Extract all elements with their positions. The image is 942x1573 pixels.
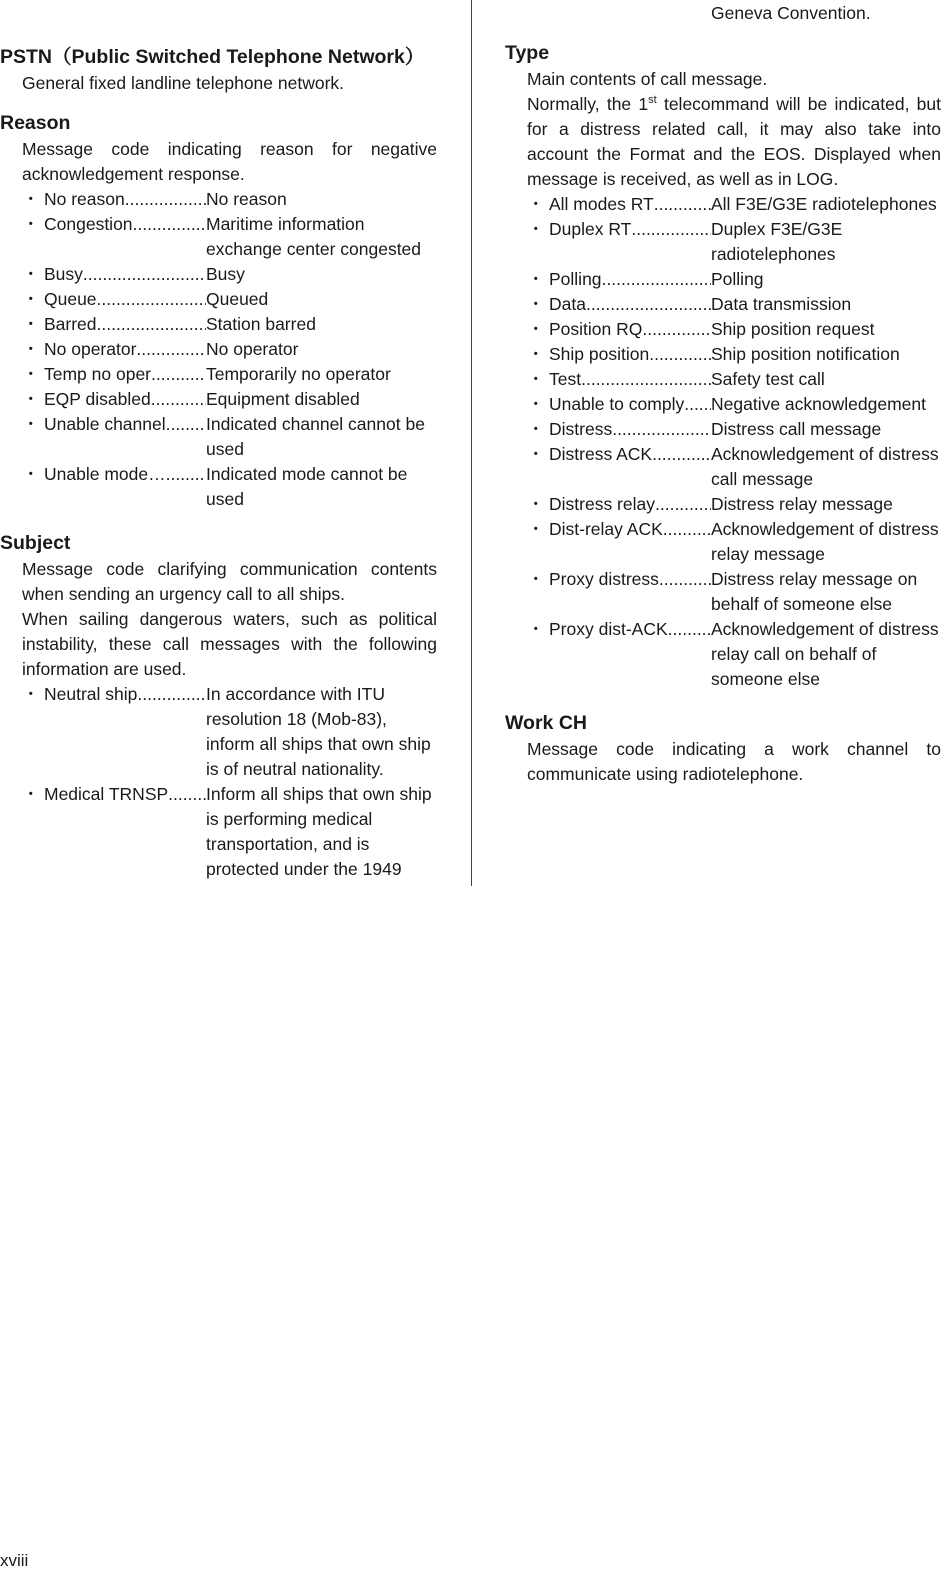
item-desc: In accordance with ITU resolution 18 (Mob-83), inform all ships that own ship is of neutral nationality. — [206, 684, 431, 779]
bullet-icon: ・ — [22, 314, 40, 334]
item-term: Unable to comply — [549, 394, 685, 414]
list-item — [22, 412, 437, 462]
list-item — [527, 217, 941, 267]
list-item — [22, 362, 437, 387]
item-desc: Acknowledgement of distress relay message — [711, 519, 939, 564]
list-item — [527, 342, 941, 367]
bullet-icon: ・ — [22, 464, 40, 484]
list-item — [22, 337, 437, 362]
item-term: All modes RT — [549, 194, 654, 214]
reason-heading: Reason — [0, 112, 71, 134]
item-term: Proxy distress — [549, 569, 659, 589]
list-item — [527, 292, 941, 317]
bullet-icon: ・ — [527, 444, 545, 464]
subject-heading: Subject — [0, 532, 71, 554]
item-desc: Acknowledgement of distress call message — [711, 444, 939, 489]
bullet-icon: ・ — [527, 369, 545, 389]
work-ch-heading: Work CH — [505, 712, 587, 734]
list-item — [527, 367, 941, 392]
item-desc: Safety test call — [711, 369, 825, 389]
work-ch-text: Message code indicating a work channel to communicate using radiotelephone. — [527, 739, 941, 784]
reason-section — [0, 109, 437, 512]
work-ch-section — [505, 709, 941, 787]
list-item — [22, 682, 437, 782]
item-desc: All F3E/G3E radiotelephones — [711, 194, 937, 214]
bullet-icon: ・ — [22, 214, 40, 234]
bullet-icon: ・ — [527, 194, 545, 214]
item-term: Busy — [44, 264, 83, 284]
list-item — [22, 782, 437, 882]
item-desc: Distress relay message — [711, 494, 893, 514]
item-term: Dist-relay ACK — [549, 519, 663, 539]
item-desc: Data transmission — [711, 294, 852, 314]
item-desc: Inform all ships that own ship is performing medical transportation, and is protected under the 1949 — [206, 784, 432, 879]
item-desc: Distress relay message on behalf of someone else — [711, 569, 918, 614]
item-term: Queue — [44, 289, 97, 309]
item-desc: Queued — [206, 289, 269, 309]
bullet-icon: ・ — [22, 189, 40, 209]
bullet-icon: ・ — [527, 394, 545, 414]
type-text-2 — [527, 92, 941, 192]
subject-section — [0, 529, 437, 882]
bullet-icon: ・ — [527, 519, 545, 539]
item-term: Barred — [44, 314, 97, 334]
reason-text: Message code indicating reason for negative acknowledgement response. — [22, 139, 437, 184]
type-text-2-b: telecommand will be indicated, but for a distress related call, it may also take into account the Format and the EOS. Displayed when message is received, as well as in LOG. — [527, 94, 941, 189]
subject-list — [22, 682, 437, 882]
item-term: Duplex RT — [549, 219, 632, 239]
item-term: Temp no oper — [44, 364, 152, 384]
type-text-1: Main contents of call message. — [527, 69, 768, 89]
left-column — [0, 0, 437, 882]
item-desc: Distress call message — [711, 419, 882, 439]
continuation-text: Geneva Convention. — [711, 3, 871, 23]
list-item — [22, 262, 437, 287]
type-heading: Type — [505, 42, 550, 64]
list-item — [527, 492, 941, 517]
item-desc: Indicated mode cannot be used — [206, 464, 408, 509]
bullet-icon: ・ — [527, 569, 545, 589]
item-desc: Acknowledgement of distress relay call on behalf of someone else — [711, 619, 939, 689]
item-term: Unable mode… — [44, 464, 166, 484]
list-item — [527, 192, 941, 217]
list-item — [22, 287, 437, 312]
item-desc: Duplex F3E/G3E radiotelephones — [711, 219, 843, 264]
list-item — [527, 392, 941, 417]
item-term: No operator — [44, 339, 137, 359]
item-term: Distress relay — [549, 494, 655, 514]
pstn-heading: PSTN（Public Switched Telephone Network） — [0, 46, 425, 68]
item-term: EQP disabled — [44, 389, 151, 409]
bullet-icon: ・ — [22, 289, 40, 309]
bullet-icon: ・ — [22, 414, 40, 434]
item-term: Medical TRNSP — [44, 784, 169, 804]
bullet-icon: ・ — [527, 494, 545, 514]
subject-text-1: Message code clarifying communication contents when sending an urgency call to all ships. — [22, 559, 437, 604]
type-text-2-a: Normally, the 1 — [527, 94, 649, 114]
bullet-icon: ・ — [22, 364, 40, 384]
list-item — [22, 387, 437, 412]
item-desc: Station barred — [206, 314, 316, 334]
bullet-icon: ・ — [527, 219, 545, 239]
list-item — [527, 267, 941, 292]
reason-list — [22, 187, 437, 512]
bullet-icon: ・ — [527, 269, 545, 289]
list-item — [22, 462, 437, 512]
pstn-text: General fixed landline telephone network. — [22, 73, 345, 93]
list-item — [527, 617, 941, 692]
bullet-icon: ・ — [22, 784, 40, 804]
list-item — [22, 212, 437, 262]
list-item — [527, 417, 941, 442]
item-term: Polling — [549, 269, 602, 289]
item-desc: Temporarily no operator — [206, 364, 391, 384]
list-item — [22, 187, 437, 212]
list-item — [527, 567, 941, 617]
bullet-icon: ・ — [527, 319, 545, 339]
pstn-section — [0, 43, 437, 96]
item-desc: Maritime information exchange center congested — [206, 214, 422, 259]
column-divider — [471, 0, 472, 886]
item-desc: Indicated channel cannot be used — [206, 414, 425, 459]
list-item — [527, 517, 941, 567]
bullet-icon: ・ — [527, 294, 545, 314]
item-term: Unable channel — [44, 414, 166, 434]
item-term: Ship position — [549, 344, 650, 364]
item-term: Distress ACK — [549, 444, 653, 464]
page-number: xviii — [0, 1551, 29, 1570]
item-term: Distress — [549, 419, 613, 439]
item-desc: No reason — [206, 189, 287, 209]
item-term: Congestion — [44, 214, 133, 234]
item-desc: Equipment disabled — [206, 389, 360, 409]
bullet-icon: ・ — [527, 344, 545, 364]
item-term: No reason — [44, 189, 125, 209]
bullet-icon: ・ — [22, 389, 40, 409]
item-term: Position RQ — [549, 319, 643, 339]
item-desc: Ship position notification — [711, 344, 900, 364]
item-term: Proxy dist-ACK — [549, 619, 668, 639]
item-desc: Ship position request — [711, 319, 875, 339]
subject-text-2: When sailing dangerous waters, such as political instability, these call messages with the following information are used. — [22, 609, 437, 679]
bullet-icon: ・ — [527, 619, 545, 639]
list-item — [527, 317, 941, 342]
list-item — [22, 312, 437, 337]
bullet-icon: ・ — [527, 419, 545, 439]
type-section — [505, 39, 941, 692]
type-list — [527, 192, 941, 692]
bullet-icon: ・ — [22, 684, 40, 704]
bullet-icon: ・ — [22, 339, 40, 359]
item-desc: No operator — [206, 339, 299, 359]
item-term: Neutral ship — [44, 684, 138, 704]
type-text-2-sup: st — [648, 94, 657, 107]
item-term: Data — [549, 294, 586, 314]
item-desc: Busy — [206, 264, 245, 284]
item-term: Test — [549, 369, 582, 389]
bullet-icon: ・ — [22, 264, 40, 284]
item-desc: Negative acknowledgement — [711, 394, 926, 414]
right-column — [505, 0, 941, 787]
list-item — [527, 442, 941, 492]
item-desc: Polling — [711, 269, 764, 289]
